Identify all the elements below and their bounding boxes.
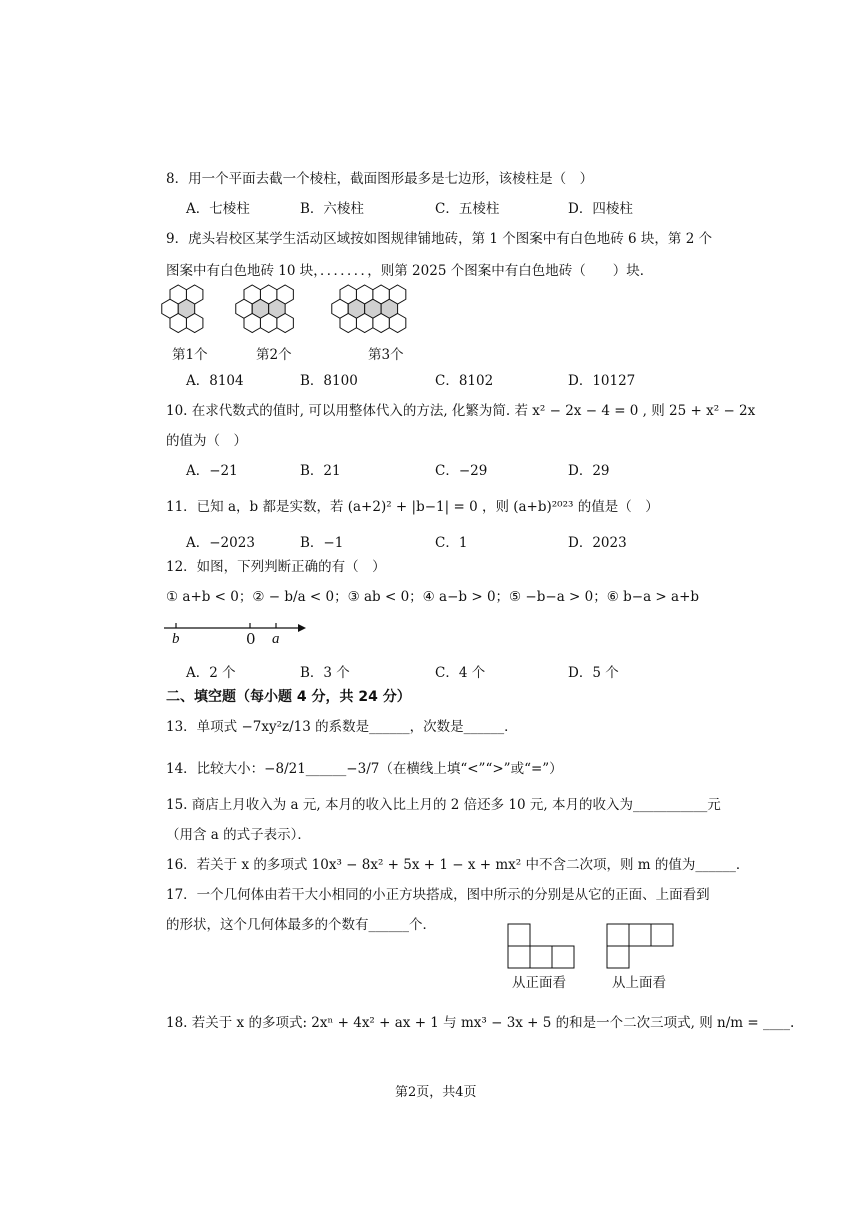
number-line-label-b: b bbox=[172, 631, 180, 647]
question-15-line1: 15. 商店上月收入为 a 元, 本月的收入比上月的 2 倍还多 10 元, 本月的收入为___________元 bbox=[166, 797, 721, 813]
white-hex-tile bbox=[389, 314, 405, 333]
q12-option-d: D．5 个 bbox=[568, 665, 619, 681]
number-line-label-a: a bbox=[272, 631, 280, 647]
section-2-heading: 二、填空题（每小题 4 分，共 24 分） bbox=[166, 689, 411, 705]
question-8-stem: 8．用一个平面去截一个棱柱，截面图形最多是七边形，该棱柱是（ ） bbox=[166, 171, 594, 187]
hexagon-tile-pattern-figure bbox=[160, 284, 460, 344]
question-10-line2: 的值为（ ） bbox=[166, 433, 247, 449]
q11-option-c: C．1 bbox=[435, 535, 468, 551]
top-view-label: 从上面看 bbox=[612, 975, 666, 991]
q9-option-d: D．10127 bbox=[568, 373, 636, 389]
figure-label-3: 第3个 bbox=[368, 347, 404, 363]
white-hex-tile bbox=[277, 314, 293, 333]
q8-option-a: A．七棱柱 bbox=[186, 201, 250, 217]
q10-option-b: B．21 bbox=[300, 463, 341, 479]
q8-option-d: D．四棱柱 bbox=[568, 201, 633, 217]
number-line-label-0: 0 bbox=[246, 630, 256, 648]
q11-option-a: A．−2023 bbox=[186, 535, 255, 551]
front-view-label: 从正面看 bbox=[512, 975, 566, 991]
question-11-stem: 11．已知 a，b 都是实数，若 (a+2)² + |b−1| = 0 ，则 (a+b)²⁰²³ 的值是（ ） bbox=[166, 499, 659, 515]
question-17-line2: 的形状，这个几何体最多的个数有______个． bbox=[166, 917, 436, 933]
question-15-line2: （用含 a 的式子表示）． bbox=[166, 827, 311, 843]
q10-option-c: C．−29 bbox=[435, 463, 488, 479]
question-13-stem: 13．单项式 −7xy²z/13 的系数是______，次数是______． bbox=[166, 719, 518, 735]
figure-label-1: 第1个 bbox=[172, 347, 208, 363]
white-hex-tile bbox=[186, 314, 202, 333]
question-14-stem: 14．比较大小：−8/21______−3/7（在横线上填“<”“>”或“=”） bbox=[166, 761, 563, 777]
top-view-grid bbox=[606, 923, 678, 971]
q8-option-c: C．五棱柱 bbox=[435, 201, 500, 217]
question-17-line1: 17．一个几何体由若干大小相同的小正方块搭成，图中所示的分别是从它的正面、上面看到 bbox=[166, 887, 710, 903]
question-9-line2: 图案中有白色地砖 10 块，．．．．．．．，则第 2025 个图案中有白色地砖（ ）块． bbox=[166, 263, 654, 279]
question-9-line1: 9．虎头岩校区某学生活动区域按如图规律铺地砖，第 1 个图案中有白色地砖 6 块，第 2 个 bbox=[166, 231, 713, 247]
question-18-stem: 18. 若关于 x 的多项式: 2xⁿ + 4x² + ax + 1 与 mx³ − 3x + 5 的和是一个二次三项式, 则 n/m = ____. bbox=[166, 1015, 795, 1031]
question-12-stem: 12．如图，下列判断正确的有（ ） bbox=[166, 559, 386, 575]
white-hex-tile bbox=[340, 314, 356, 333]
figure-label-2: 第2个 bbox=[256, 347, 292, 363]
q8-option-b: B．六棱柱 bbox=[300, 201, 364, 217]
q12-option-c: C．4 个 bbox=[435, 665, 486, 681]
white-hex-tile bbox=[373, 314, 389, 333]
q10-option-a: A．−21 bbox=[186, 463, 238, 479]
q11-option-b: B．−1 bbox=[300, 535, 344, 551]
white-hex-tile bbox=[356, 314, 372, 333]
page-footer: 第2页，共4页 bbox=[395, 1085, 477, 1100]
white-hex-tile bbox=[244, 314, 260, 333]
number-line-figure bbox=[164, 616, 314, 646]
q11-option-d: D．2023 bbox=[568, 535, 627, 551]
question-10-line1: 10. 在求代数式的值时, 可以用整体代入的方法, 化繁为简. 若 x² − 2x − 4 = 0 , 则 25 + x² − 2x bbox=[166, 403, 756, 419]
white-hex-tile bbox=[260, 314, 276, 333]
q12-option-b: B．3 个 bbox=[300, 665, 350, 681]
q9-option-a: A．8104 bbox=[186, 373, 244, 389]
question-12-statements: ① a+b < 0；② − b/a < 0；③ ab < 0；④ a−b > 0；⑤ −b−a > 0；⑥ b−a > a+b bbox=[166, 589, 700, 605]
front-view-grid bbox=[507, 923, 579, 971]
q9-option-c: C．8102 bbox=[435, 373, 494, 389]
question-16-stem: 16．若关于 x 的多项式 10x³ − 8x² + 5x + 1 − x + mx² 中不含二次项，则 m 的值为______． bbox=[166, 857, 750, 873]
white-hex-tile bbox=[170, 314, 186, 333]
q12-option-a: A．2 个 bbox=[186, 665, 236, 681]
q9-option-b: B．8100 bbox=[300, 373, 358, 389]
q10-option-d: D．29 bbox=[568, 463, 610, 479]
